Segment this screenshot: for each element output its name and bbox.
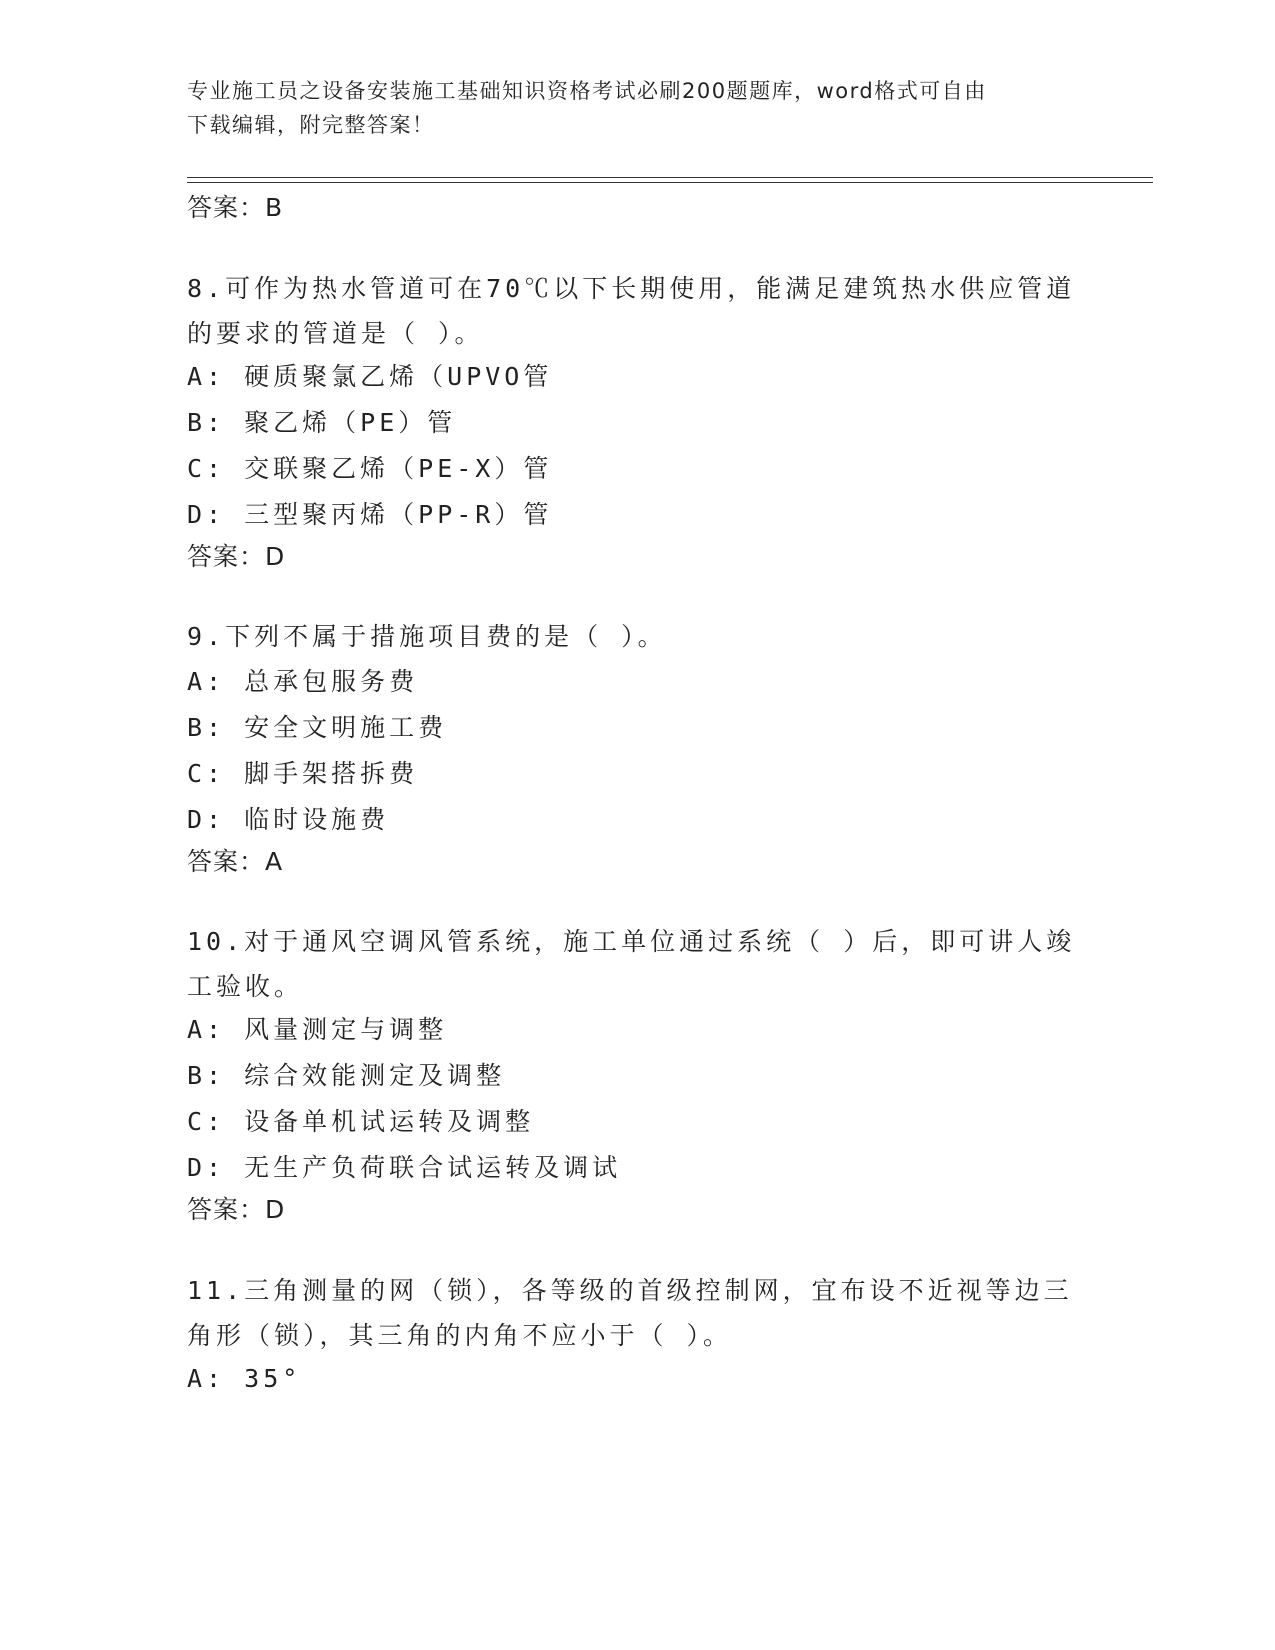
question-9 <box>187 614 1087 659</box>
header-line-2: 下载编辑，附完整答案！ <box>187 113 435 137</box>
question-stem-line: 11.三角测量的网（锁），各等级的首级控制网，宜布设不近视等边三 <box>187 1276 1073 1305</box>
option-d: D: 无生产负荷联合试运转及调试 <box>187 1153 622 1182</box>
question-8-answer: 答案：D <box>187 542 286 571</box>
previous-answer: 答案：B <box>187 193 284 222</box>
option-a: A: 风量测定与调整 <box>187 1015 448 1044</box>
question-8-options <box>187 354 1087 538</box>
header-divider-top <box>187 177 1153 178</box>
header-divider-bottom <box>187 182 1153 183</box>
option-a: A: 硬质聚氯乙烯（UPVO管 <box>187 362 553 391</box>
option-b: B: 综合效能测定及调整 <box>187 1061 506 1090</box>
header-line-1: 专业施工员之设备安装施工基础知识资格考试必刷200题题库，word格式可自由 <box>187 79 987 103</box>
document-header <box>187 74 1087 142</box>
question-10-options <box>187 1007 1087 1191</box>
question-stem-line: 角形（锁），其三角的内角不应小于（ ）。 <box>187 1321 733 1350</box>
option-c: C: 脚手架搭拆费 <box>187 759 419 788</box>
question-stem-line: 的要求的管道是（ ）。 <box>187 319 484 348</box>
option-d: D: 三型聚丙烯（PP-R）管 <box>187 500 553 529</box>
option-a: A: 总承包服务费 <box>187 667 419 696</box>
question-9-options <box>187 659 1087 843</box>
option-d: D: 临时设施费 <box>187 805 390 834</box>
option-b: B: 安全文明施工费 <box>187 713 448 742</box>
question-11 <box>187 1268 1087 1358</box>
question-9-answer: 答案：A <box>187 847 284 876</box>
question-8 <box>187 266 1087 356</box>
option-b: B: 聚乙烯（PE）管 <box>187 408 457 437</box>
question-10-answer: 答案：D <box>187 1195 286 1224</box>
option-c: C: 设备单机试运转及调整 <box>187 1107 535 1136</box>
question-stem-line: 8.可作为热水管道可在70℃以下长期使用，能满足建筑热水供应管道 <box>187 274 1076 303</box>
question-stem-line: 工验收。 <box>187 972 304 1001</box>
question-11-options <box>187 1356 1087 1402</box>
option-a: A: 35° <box>187 1364 302 1393</box>
question-stem-line: 10.对于通风空调风管系统，施工单位通过系统（ ）后，即可讲人竣 <box>187 927 1076 956</box>
option-c: C: 交联聚乙烯（PE-X）管 <box>187 454 553 483</box>
question-stem-line: 9.下列不属于措施项目费的是（ ）。 <box>187 622 667 651</box>
question-10 <box>187 919 1087 1009</box>
